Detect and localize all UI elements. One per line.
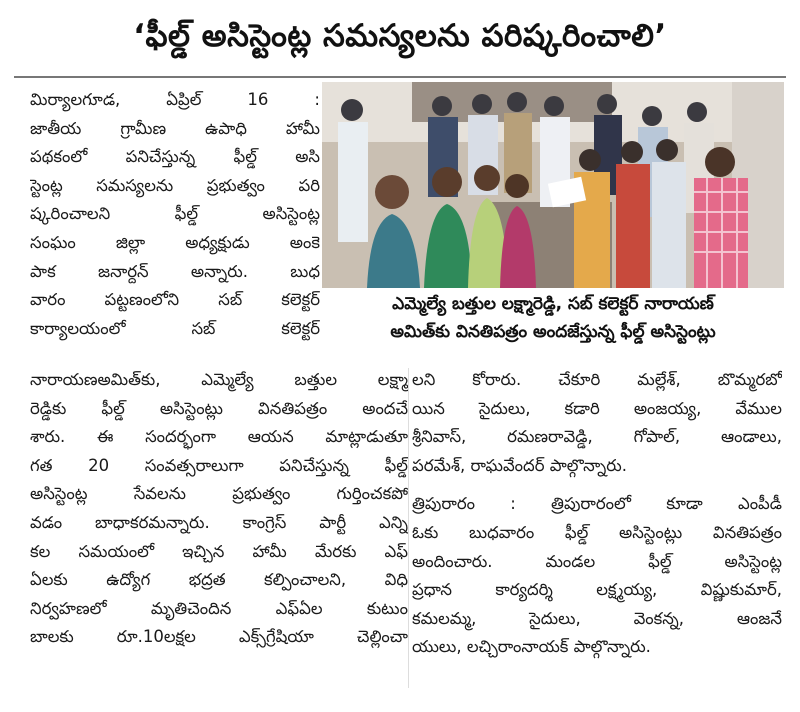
article-line: యిన సైదులు, కడారి అంజయ్య, వేముల [412, 398, 782, 418]
photo-caption-line: ఎమ్మెల్యే బత్తుల లక్ష్మారెడ్డి, సబ్ కలెక్టర్ నారాయణ్ [392, 294, 714, 314]
article-line: ష్కరించాలని ఫీల్డ్ అసిస్టెంట్ల [30, 204, 320, 224]
article-line: అసిస్టెంట్ల సేవలను ప్రభుత్వం గుర్తించకపో [30, 484, 408, 504]
article-line: గత 20 సంవత్సరాలుగా పనిచేస్తున్న ఫీల్డ్ [30, 455, 408, 475]
article-line: కార్యాలయంలో సబ్ కలెక్టర్ [30, 318, 320, 338]
column-divider [408, 368, 409, 688]
article-line: కల సమయంలో ఇచ్చిన హామీ మేరకు ఎఫ్ [30, 541, 408, 561]
article-line: రెడ్డికు ఫీల్డ్ అసిస్టెంట్లు వినతిపత్రం అందచే [30, 398, 408, 418]
article-column-left [30, 86, 320, 343]
group-photo-illustration [322, 82, 784, 288]
article-line: పథకంలో పనిచేస్తున్న ఫీల్డ్ అసి [30, 147, 320, 167]
article-line: మిర్యాలగూడ, ఏప్రిల్ 16 : [30, 90, 320, 109]
article-line: సంఘం జిల్లా అధ్యక్షుడు అంకె [30, 232, 320, 252]
article-line: జాతీయ గ్రామీణ ఉపాధి హామీ [30, 118, 320, 138]
article-line: శారు. ఈ సందర్భంగా ఆయన మాట్లాడుతూ [30, 427, 408, 447]
article-line: త్రిపురారం : త్రిపురారంలో కూడా ఎంపీడీ [412, 494, 782, 514]
headline: ‘ఫీల్డ్ అసిస్టెంట్ల సమస్యలను పరిష్కరించాలి’ [133, 17, 667, 54]
article-line: వారం పట్టణంలోని సబ్ కలెక్టర్ [30, 290, 320, 310]
article-line: ఓకు బుధవారం ఫీల్డ్ అసిస్టెంట్లు వినతిపత్రం [412, 522, 782, 542]
article-column-right [412, 366, 782, 662]
article-line: ఏలకు ఉద్యోగ భద్రత కల్పించాలని, విధి [30, 570, 408, 590]
article-column-lower-left [30, 366, 408, 652]
photo-caption-line: అమిత్‌కు వినతిపత్రం అందజేస్తున్న ఫీల్డ్ అసిస్టెంట్లు [390, 322, 716, 342]
article-line: యులు, లచ్చిరాంనాయక్ పాల్గొన్నారు. [412, 637, 651, 657]
headline-rule [14, 76, 786, 78]
article-line: స్టెంట్ల సమస్యలను ప్రభుత్వం పరి [30, 175, 320, 195]
article-line: లని కోరారు. చేకూరి మల్లేశ్, బొమ్మరబో [412, 370, 782, 389]
article-line: పాక జనార్దన్ అన్నారు. బుధ [30, 261, 320, 281]
article-line: ప్రధాన కార్యదర్శి లక్ష్మయ్య, విష్ణుకుమార్, [412, 580, 782, 600]
article-line: శ్రీనివాస్, రమణరావెడ్డి, గోపాల్, ఆండాలు, [412, 427, 782, 447]
article-line: కమలమ్మ, సైదులు, వెంకన్న, ఆంజనే [412, 608, 782, 628]
article-line: నిర్వహణలో మృతిచెందిన ఎఫ్ఏల కుటుం [30, 598, 408, 618]
news-photo [322, 82, 784, 288]
article-line: వడం బాధాకరమన్నారు. కాంగ్రెస్ పార్టీ ఎన్ని [30, 512, 408, 532]
article-line: నారాయణఅమిత్‌కు, ఎమ్మెల్యే బత్తుల లక్ష్మా [30, 370, 408, 389]
article-line: పరమేశ్, రాఘవేందర్ పాల్గొన్నారు. [412, 455, 627, 475]
article-line: అందించారు. మండల ఫీల్డ్ అసిస్టెంట్ల [412, 551, 782, 571]
article-line: బాలకు రూ.10లక్షల ఎక్స్‌గ్రేషియా చెల్లించా [30, 627, 408, 647]
photo-caption [322, 290, 784, 360]
